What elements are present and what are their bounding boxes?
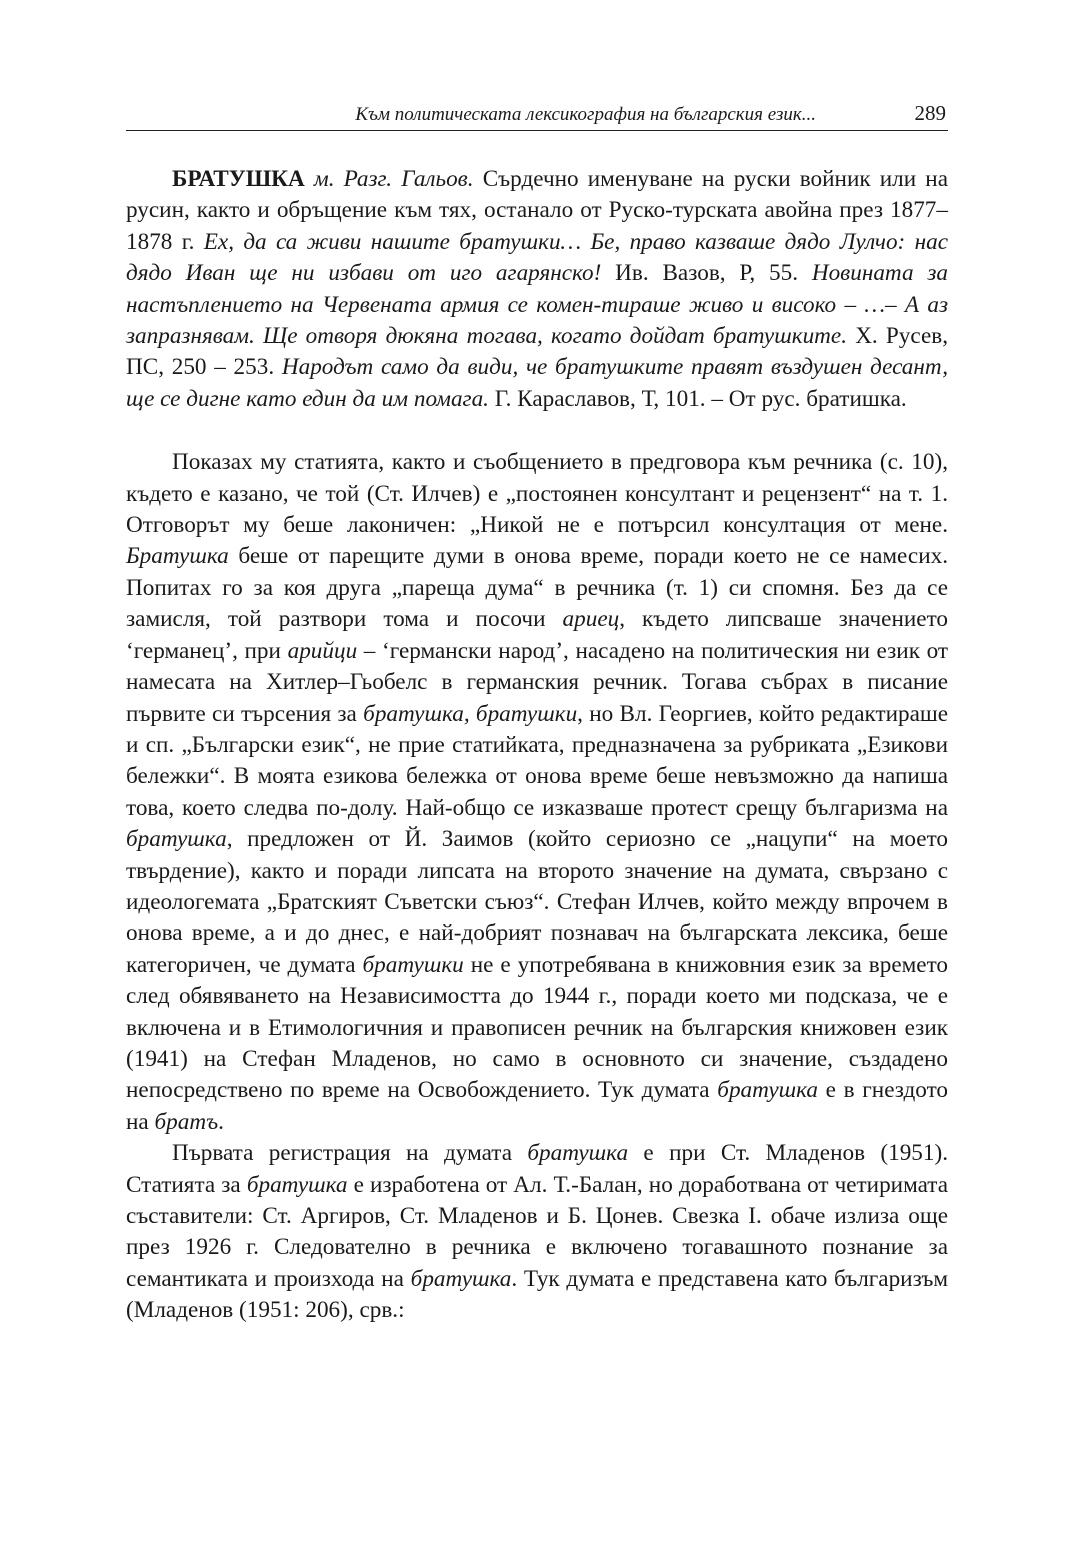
page-body: [126, 164, 948, 1327]
italic-term: Братушка: [126, 543, 229, 570]
italic-term: братушка: [410, 1265, 512, 1292]
text-run: . Тук думата е представена като българизъм (Младенов (1951: 206), срв.:: [126, 1265, 949, 1324]
italic-term: братъ: [154, 1108, 219, 1135]
italic-term: братушка: [717, 1077, 818, 1104]
text-run: , но Вл. Георгиев, който редактираше и сп. „Български език“, не прие статийката, предназначена за рубриката „Езикови бележки“. В моята езикова бележка от онова време беше невъзможно да напиша това, което следва по-долу. Най-общо се изказваше протест срещу българизма на: [126, 700, 949, 821]
example-quote: Новината за настъплението на Червената армия се комен-тираше живо и високо – …– А аз запразнявам. Ще отворя дюкяна тогава, когато дойдат братушките.: [126, 260, 949, 350]
italic-term: братушка: [246, 1171, 348, 1198]
italic-term: братушка: [126, 826, 227, 853]
text-run: не е употребявана в книжовния език за времето след обявяването на Независимостта до 1944 г., поради което ми подсказа, че е включена и в Етимологичния и правописен речник на българския книжовен език (1941) на Стефан Младенов, но само в основното си значение, създадено непосредствено по време на Освобождението. Тук думата: [126, 951, 949, 1104]
headword: БРАТУШКА: [172, 166, 305, 192]
text-run: , предложен от Й. Заимов (който сериозно се „нацупи“ на моето твърдение), както и поради липсата на второто значение на думата, свързано с идеологемата „Братският Съветски съюз“. Стефан Илчев, който между впрочем в онова време, а и до днес, е най-добрият познавач на българската лексика, беше категоричен, че думата: [126, 826, 948, 978]
text-run: е изработена от Ал. Т.-Балан, но доработвана от четиримата съставители: Ст. Аргиров, Ст. Младенов и Б. Цонев. Свезка I. обаче излиза още през 1926 г. Следователно в речника е включено тогавашното познание за семантиката и произхода на: [126, 1171, 949, 1292]
definition: Сърдечно именуване на руски войник или на русин, както и обръщение към тях, останало от Руско-турската авойна през 1877–1878 г.: [126, 166, 948, 255]
example-quote: Ех, да са живи нашите братушки… Бе, право казваше дядо Лулчо: нас дядо Иван ще ни избави от иго агарянско!: [126, 228, 948, 287]
body-paragraph: [126, 447, 948, 1138]
text-run: е в гнездото на: [126, 1077, 949, 1135]
example-source: Ив. Вазов, Р, 55.: [615, 260, 798, 287]
running-title: Към политическата лексикография на българския език...: [355, 104, 816, 125]
example-source: Х. Русев, ПС, 250 – 253.: [126, 323, 949, 381]
text-run: .: [218, 1108, 224, 1135]
text-run: Първата регистрация на думата: [172, 1140, 513, 1167]
grammar-note: м. Разг. Гальов.: [313, 166, 474, 192]
body-paragraph: [126, 1138, 948, 1326]
italic-term: братушка, братушки: [363, 700, 578, 727]
text-run: е при Ст. Младенов (1951). Статията за: [126, 1140, 949, 1198]
italic-term: ариец: [562, 606, 620, 633]
italic-term: братушки: [362, 951, 464, 978]
text-run: Показах му статията, както и съобщението в предговора към речника (с. 10), където е казано, че той (Ст. Илчев) е „постоянен консултант и рецензент“ на т. 1. Отговорът му беше лаконичен: „Никой не е потърсил консултация от мене.: [126, 449, 948, 539]
italic-term: братушка: [527, 1140, 629, 1167]
running-header: [126, 100, 948, 131]
example-quote: Народът само да види, че братушките правят въздушен десант, ще се дигне като един да им помага.: [126, 354, 949, 412]
page-number: 289: [914, 101, 946, 125]
text-run: беше от парещите думи в онова време, поради което не се намесих. Попитах го за коя друга „пареща дума“ в речника (т. 1) си спомня. Без да се замисля, той разтвори тома и посочи: [126, 543, 949, 633]
text-run: , където липсваше значението ‘германец’, при: [126, 606, 949, 664]
italic-term: арийци: [287, 637, 358, 664]
text-run: – ‘германски народ’, насадено на политическия ни език от намесата на Хитлер–Гьобелс в германския речник. Тогава събрах в писание първите си търсения за: [126, 637, 949, 727]
dictionary-entry: [126, 164, 948, 415]
example-source: Г. Караславов, Т, 101. – От рус. братишка.: [494, 385, 907, 412]
